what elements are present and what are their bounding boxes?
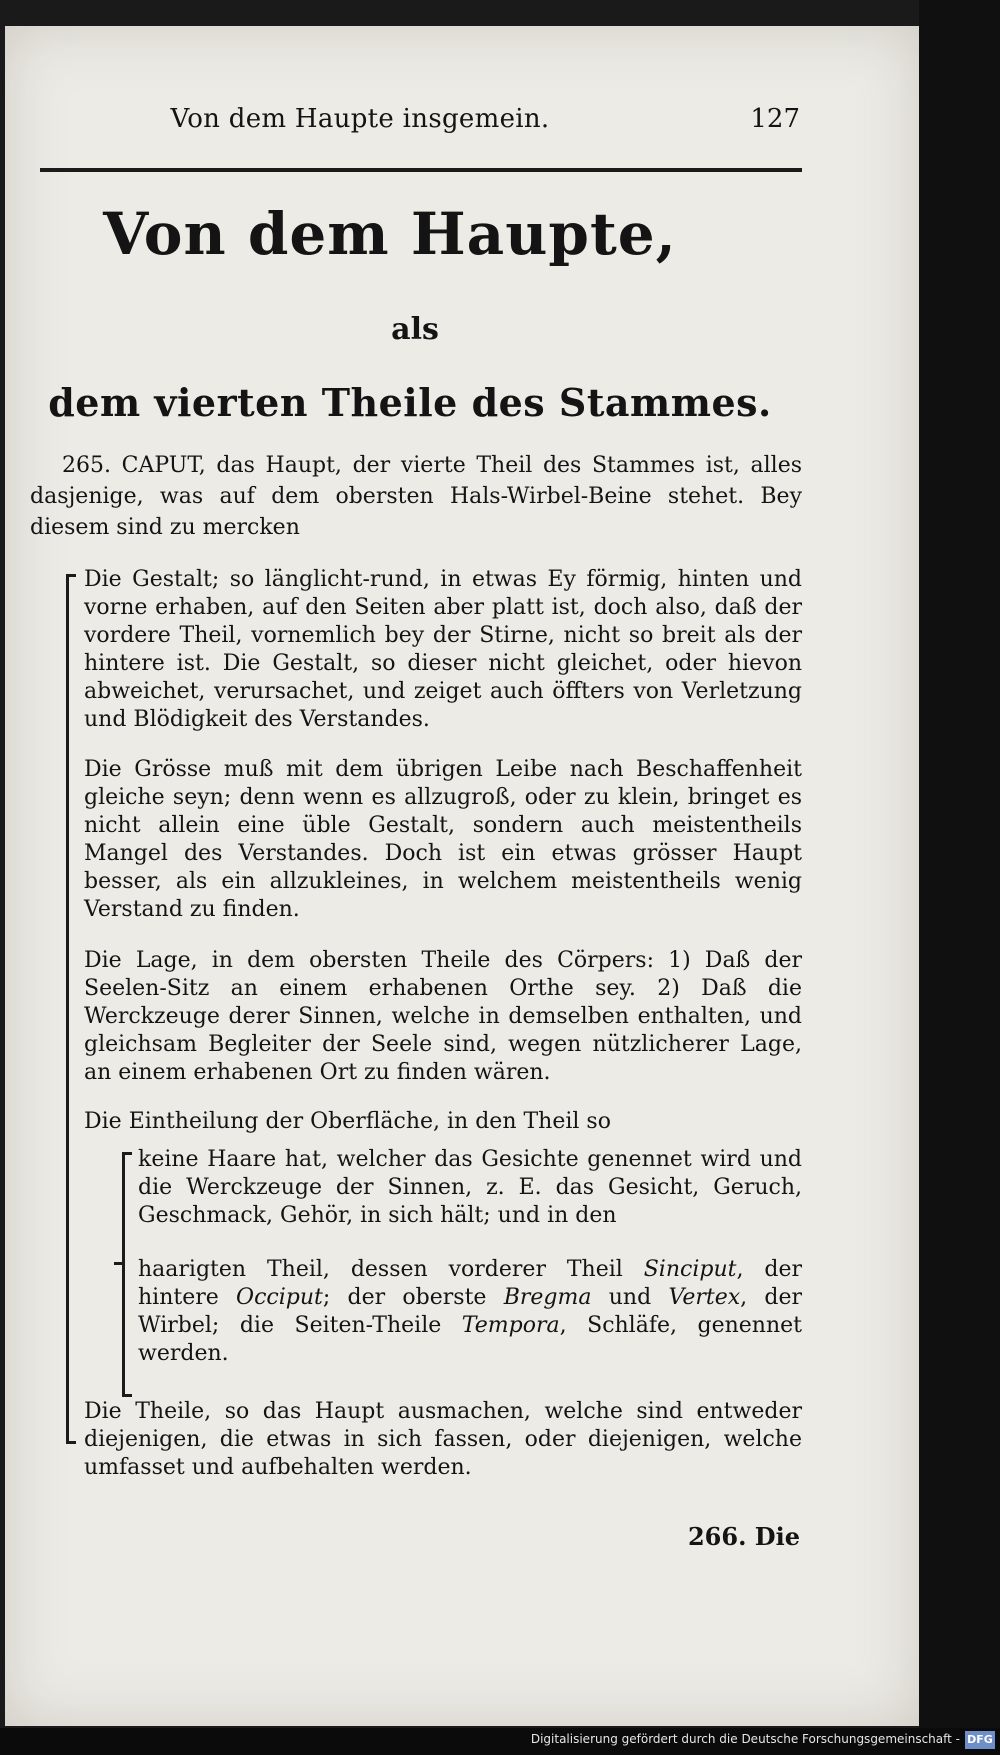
inner-brace xyxy=(122,1152,125,1397)
page-number: 127 xyxy=(750,104,800,134)
subitem-gesicht: keine Haare hat, welcher das Gesichte genennet wird und die Werckzeuge der Sinnen, z. E. das Gesicht, Geruch, Geschmack, Gehör, in sich hält; und in den xyxy=(138,1147,802,1228)
list-item-lage: Die Lage, in dem obersten Theile des Cörpers: 1) Daß der Seelen-Sitz an einem erhabenen Orthe sey. 2) Daß die Werckzeuge derer Sinnen, welche in demselben enthalten, und gleichsam Begleiter der Seele sind, wegen nützlicherer Lage, an einem erhabenen Ort zu finden wären. xyxy=(84,948,802,1085)
term-sinciput: Sinciput xyxy=(643,1257,737,1282)
running-head-title: Von dem Haupte insgemein. xyxy=(170,104,550,134)
inner-brace-top-tick xyxy=(122,1152,132,1155)
running-head xyxy=(40,100,800,140)
footer-bar xyxy=(0,1728,1000,1755)
outer-brace-top-tick xyxy=(66,574,76,577)
list-item-eintheilung: Die Eintheilung der Oberfläche, in den Theil so xyxy=(84,1109,611,1134)
term-vertex: Vertex xyxy=(668,1285,741,1310)
chapter-title: Von dem Haupte, xyxy=(103,200,677,268)
chapter-subtitle: dem vierten Theile des Stammes. xyxy=(48,380,772,425)
subitem-haarigter-theil: haarigten Theil, dessen vorderer Theil Sinciput, der hintere Occiput; der oberste Bregma und Vertex, der Wirbel; die Seiten-Theile Tempora, Schläfe, genennet werden. xyxy=(138,1257,803,1366)
intro-paragraph xyxy=(30,450,802,543)
term-tempora: Tempora xyxy=(461,1313,560,1338)
chapter-title-connector: als xyxy=(391,312,439,347)
list-item-gestalt: Die Gestalt; so länglicht-rund, in etwas Ey förmig, hinten und vorne erhaben, auf den Seiten aber platt ist, doch also, daß der vordere Theil, vornemlich bey der Stirne, nicht so breit als der hintere ist. Die Gestalt, so dieser nicht gleichet, oder hievon abweichet, verursachet, und zeiget auch öffters von Verletzung und Blödigkeit des Verstandes. xyxy=(84,567,802,732)
book-spine xyxy=(919,0,1000,1755)
catchword: 266. Die xyxy=(687,1522,800,1551)
term-occiput: Occiput xyxy=(236,1285,323,1310)
outer-brace-bottom-tick xyxy=(66,1441,76,1444)
inner-brace-mid-tick xyxy=(114,1262,124,1265)
list-item-theile: Die Theile, so das Haupt ausmachen, welche sind entweder diejenigen, die etwas in sich fassen, oder diejenigen, welche umfasset und aufbehalten werden. xyxy=(84,1399,802,1480)
footer-credit: Digitalisierung gefördert durch die Deutsche Forschungsgemeinschaft - xyxy=(530,1732,960,1746)
dfg-logo: DFG xyxy=(965,1731,995,1749)
outer-brace xyxy=(66,574,69,1444)
intro-text: CAPUT, das Haupt, der vierte Theil des Stammes ist, alles dasjenige, was auf dem obersten Hals-Wirbel-Beine stehet. Bey diesem sind zu mercken xyxy=(30,453,802,540)
paragraph-number: 265. xyxy=(62,453,111,478)
header-rule xyxy=(40,168,802,172)
inner-brace-bottom-tick xyxy=(122,1394,132,1397)
list-item-groesse: Die Grösse muß mit dem übrigen Leibe nach Beschaffenheit gleiche seyn; denn wenn es allzugroß, oder zu klein, bringet es nicht allein eine üble Gestalt, sondern auch meistentheils Mangel des Verstandes. Doch ist ein etwas grösser Haupt besser, als ein allzukleines, in welchem meistentheils wenig Verstand zu finden. xyxy=(84,757,802,922)
term-bregma: Bregma xyxy=(503,1285,592,1310)
